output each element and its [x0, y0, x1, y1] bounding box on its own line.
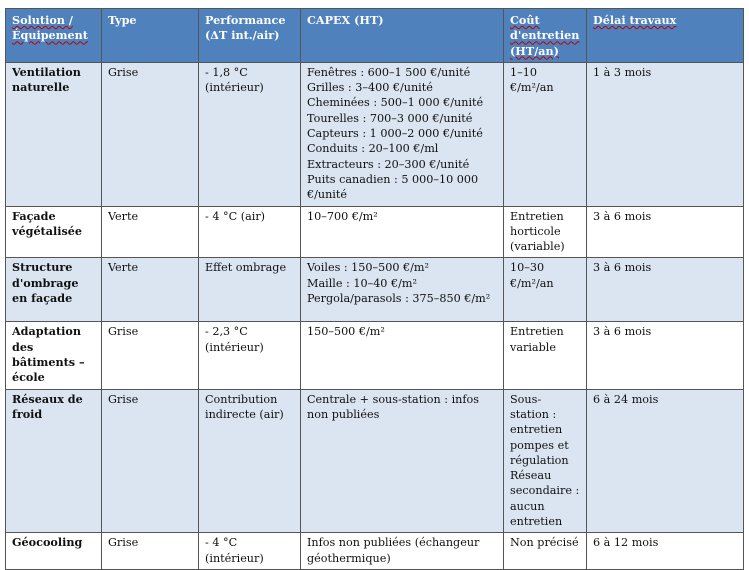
cell-solution: Structure d'ombrage en façade: [6, 258, 102, 322]
cell-capex: [301, 533, 504, 570]
header-delai: Délai travaux: [587, 9, 744, 63]
cell-delai: 1 à 3 mois: [587, 62, 744, 206]
header-cout: Coût d'entretien (HT/an): [504, 9, 587, 63]
cell-capex: [301, 62, 504, 206]
table-row: [6, 206, 744, 258]
cell-cout: Non précisé: [504, 533, 587, 570]
table-row: [6, 322, 744, 389]
table-row: [6, 258, 744, 322]
cell-delai: 6 à 24 mois: [587, 389, 744, 533]
capex-line: Voiles : 150–500 €/m²: [307, 261, 430, 275]
cell-delai: 3 à 6 mois: [587, 322, 744, 389]
cell-solution: Géocooling: [6, 533, 102, 570]
cell-cout: 10–30 €/m²/an: [504, 258, 587, 322]
cell-performance: - 4 °C (intérieur): [199, 533, 301, 570]
cell-type: Grise: [102, 389, 199, 533]
cell-solution: Façade végétalisée: [6, 206, 102, 258]
cell-solution: Adaptation des bâtiments – école: [6, 322, 102, 389]
capex-line: 150–500 €/m²: [307, 325, 385, 339]
cell-performance: - 4 °C (air): [199, 206, 301, 258]
cell-solution: Ventilation naturelle: [6, 62, 102, 206]
capex-line: Puits canadien : 5 000–10 000 €/unité: [307, 172, 479, 202]
cell-type: Verte: [102, 258, 199, 322]
table-row: [6, 533, 744, 570]
cell-cout: Entretien horticole (variable): [504, 206, 587, 258]
capex-line: Cheminées : 500–1 000 €/unité: [307, 96, 484, 110]
cell-capex: [301, 206, 504, 258]
cell-performance: Contribution indirecte (air): [199, 389, 301, 533]
cell-delai: 6 à 12 mois: [587, 533, 744, 570]
comparison-table: [5, 8, 744, 570]
cell-type: Grise: [102, 62, 199, 206]
capex-line: Tourelles : 700–3 000 €/unité: [307, 111, 473, 125]
capex-line: Grilles : 3–400 €/unité: [307, 81, 433, 95]
capex-line: Centrale + sous-station : infos non publiées: [307, 392, 479, 421]
header-type: Type: [102, 9, 199, 63]
capex-line: Extracteurs : 20–300 €/unité: [307, 157, 470, 171]
table-row: [6, 62, 744, 206]
capex-line: Infos non publiées (échangeur géothermique): [307, 536, 480, 565]
cell-type: Grise: [102, 533, 199, 570]
cell-cout: Sous-station : entretien pompes et régulation Réseau secondaire : aucun entretien: [504, 389, 587, 533]
cell-delai: 3 à 6 mois: [587, 206, 744, 258]
cell-capex: [301, 322, 504, 389]
capex-line: Fenêtres : 600–1 500 €/unité: [307, 65, 471, 79]
capex-line: Maille : 10–40 €/m²: [307, 276, 417, 290]
capex-line: Capteurs : 1 000–2 000 €/unité: [307, 127, 483, 141]
capex-line: 10–700 €/m²: [307, 209, 378, 223]
header-solution: Solution / Équipement: [6, 9, 102, 63]
cell-cout: 1–10 €/m²/an: [504, 62, 587, 206]
cell-type: Verte: [102, 206, 199, 258]
cell-solution: Réseaux de froid: [6, 389, 102, 533]
cell-performance: Effet ombrage: [199, 258, 301, 322]
cell-capex: [301, 258, 504, 322]
table-row: [6, 389, 744, 533]
header-capex: CAPEX (HT): [301, 9, 504, 63]
cell-cout: Entretien variable: [504, 322, 587, 389]
cell-capex: [301, 389, 504, 533]
header-row: [6, 9, 744, 63]
cell-performance: - 2,3 °C (intérieur): [199, 322, 301, 389]
cell-performance: - 1,8 °C (intérieur): [199, 62, 301, 206]
capex-line: Pergola/parasols : 375–850 €/m²: [307, 292, 491, 306]
capex-line: Conduits : 20–100 €/ml: [307, 142, 439, 156]
cell-delai: 3 à 6 mois: [587, 258, 744, 322]
header-performance: Performance (ΔT int./air): [199, 9, 301, 63]
cell-type: Grise: [102, 322, 199, 389]
